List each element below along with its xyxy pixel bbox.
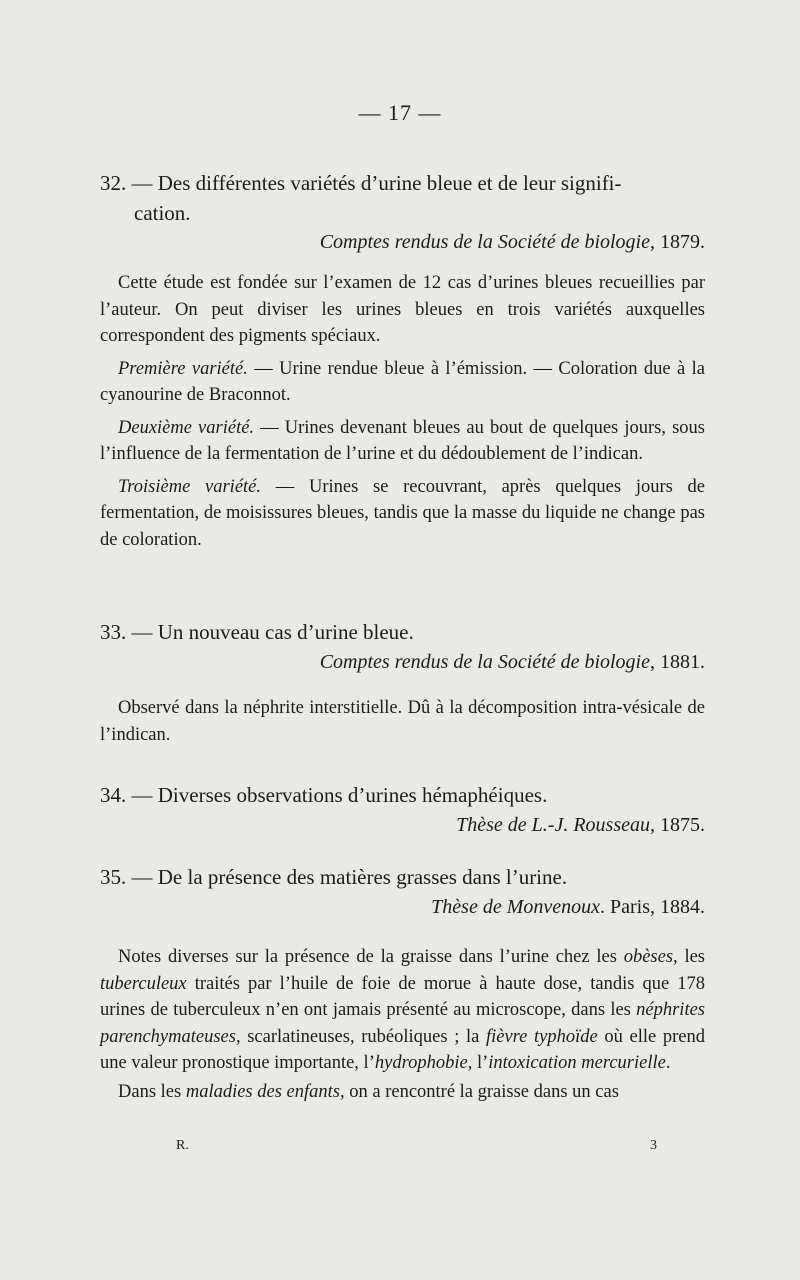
section-32-ref-year: , 1879. [650,231,705,253]
section-32-intro: Cette étude est fondée sur l’examen de 12 cas d’urines bleues recueillies par l’auteur. On peut diviser les urines bleues en trois variétés auxquelles correspondent des pigments spéciaux. [100,273,705,346]
section-33-body [100,695,705,748]
section-33-ref-title: Comptes rendus de la Société de biologie [319,651,650,673]
section-35-ref-year: . Paris, 1884. [600,896,705,918]
notes-italic-tuberculeux: tuberculeux [100,973,187,994]
notes-italic-hydrophobie: hydrophobie [374,1053,468,1073]
section-33-text: Observé dans la néphrite interstitielle. Dû à la décomposition intra-vésicale de l’indican. [100,698,705,745]
variety-3-text: — Urines se recouvrant, après quelques jours de fermentation, de moisissures bleues, tandis que la masse du liquide ne change pas de coloration. [100,476,706,550]
last-italic-maladies: maladies des enfants [185,1081,340,1102]
last-paragraph [100,1079,705,1106]
section-33-heading: 33. — Un nouveau cas d’urine bleue. [100,620,414,644]
section-32-body [100,270,705,553]
section-35-reference [100,892,705,922]
notes-italic-intoxication: intoxication mercurielle [488,1053,666,1073]
section-32-ref-title: Comptes rendus de la Société de biologie [319,231,650,253]
last-text-2: , on a rencontré la graisse dans un cas [339,1081,619,1102]
section-34-reference [100,810,705,840]
footer-signature: R. [176,1138,189,1153]
notes-text-5: où elle prend une valeur pronostique importante, l’ [100,1026,705,1073]
section-32-reference [100,227,705,257]
section-32-heading-line2: cation. [134,201,191,225]
notes-italic-nephrites: néphrites parenchymateuses [100,1000,705,1047]
variety-2-label: Deuxième variété. [118,417,255,438]
section-34-ref-year: , 1875. [650,814,705,836]
section-32-heading [100,168,705,228]
section-35-body [100,944,705,1105]
notes-text-7: . [665,1053,671,1073]
section-32-variety-2 [100,415,705,468]
notes-italic-fievre: fièvre typhoïde [485,1026,598,1047]
section-32-heading-line1: 32. — Des différentes variétés d’urine bleue et de leur signifi- [100,171,622,195]
notes-italic-obeses: obèses [623,947,674,967]
notes-text-6: , l’ [467,1053,489,1073]
notes-text-4: , scarlatineuses, rubéoliques ; la [235,1026,486,1047]
variety-2-text: — Urines devenant bleues au bout de quelques jours, sous l’influence de la fermentation de l’urine et du dédoublement de l’indican. [100,417,705,464]
section-33-ref-year: , 1881. [650,651,705,673]
notes-text-1: Notes diverses sur la présence de la graisse dans l’urine chez les [118,947,624,967]
section-34-ref-title: Thèse de L.-J. Rousseau [456,814,650,836]
section-32-variety-3 [100,474,705,554]
notes-paragraph [100,944,705,1077]
section-33-reference [100,647,705,677]
last-text-1: Dans les [118,1081,186,1102]
section-35-heading: 35. — De la présence des matières grasses dans l’urine. [100,865,568,889]
notes-text-2: , les [673,947,705,967]
footer-sheet-number: 3 [650,1138,657,1153]
page-number: — 17 — [358,100,442,125]
section-35-ref-title: Thèse de Monvenoux [431,896,600,918]
section-34-heading: 34. — Diverses observations d’urines hémaphéiques. [100,783,548,807]
section-32-variety-1 [100,356,705,409]
variety-3-label: Troisième variété. [118,476,262,497]
variety-1-text: — Urine rendue bleue à l’émission. — Coloration due à la cyanourine de Braconnot. [100,358,705,405]
variety-1-label: Première variété. [118,358,248,379]
notes-text-3: traités par l’huile de foie de morue à haute dose, tandis que 178 urines de tuberculeux n’en ont jamais présenté au microscope, dans les [100,973,705,1020]
